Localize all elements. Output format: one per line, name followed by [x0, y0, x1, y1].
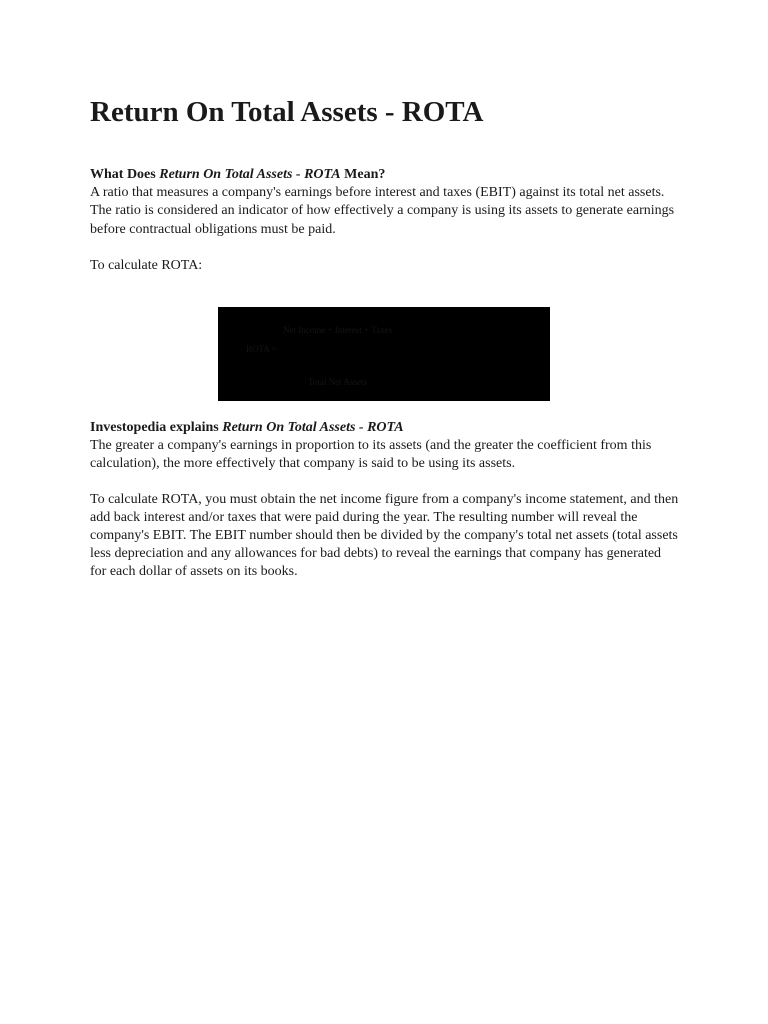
explanation-heading-prefix: Investopedia explains: [90, 420, 223, 435]
page-title: Return On Total Assets - ROTA: [90, 96, 484, 128]
formula-numerator-text: Net Income + Interest + Taxes: [283, 325, 393, 335]
formula-image: [218, 307, 550, 401]
definition-heading-prefix: What Does: [90, 167, 160, 182]
explanation-paragraph-2: To calculate ROTA, you must obtain the net income figure from a company's income statement, and then add back interest and/or taxes that were paid during the year. The resulting number will reveal the company's EBIT. The EBIT number should then be divided by the company's total net assets (total assets less depreciation and any allowances for bad debts) to reveal the earnings that company has generated for each dollar of assets on its books.: [90, 491, 679, 580]
explanation-heading-term: Return On Total Assets - ROTA: [222, 420, 404, 435]
definition-heading-term: Return On Total Assets - ROTA: [159, 167, 341, 182]
formula-denominator-text: Total Net Assets: [308, 377, 367, 387]
definition-section: [90, 166, 680, 275]
calculation-intro: To calculate ROTA:: [90, 257, 203, 273]
explanation-heading: [90, 419, 680, 437]
explanation-section: [90, 419, 680, 582]
formula-label-text: ROTA =: [246, 344, 277, 354]
explanation-paragraph-1: The greater a company's earnings in proportion to its assets (and the greater the coefficient from this calculation), the more effectively that company is said to be using its assets.: [90, 438, 652, 472]
definition-heading: [90, 166, 680, 184]
definition-text: A ratio that measures a company's earnings before interest and taxes (EBIT) against its total net assets. The ratio is considered an indicator of how effectively a company is using its assets to generate earnings before contractual obligations must be paid.: [90, 185, 675, 237]
definition-heading-suffix: Mean?: [340, 167, 386, 182]
